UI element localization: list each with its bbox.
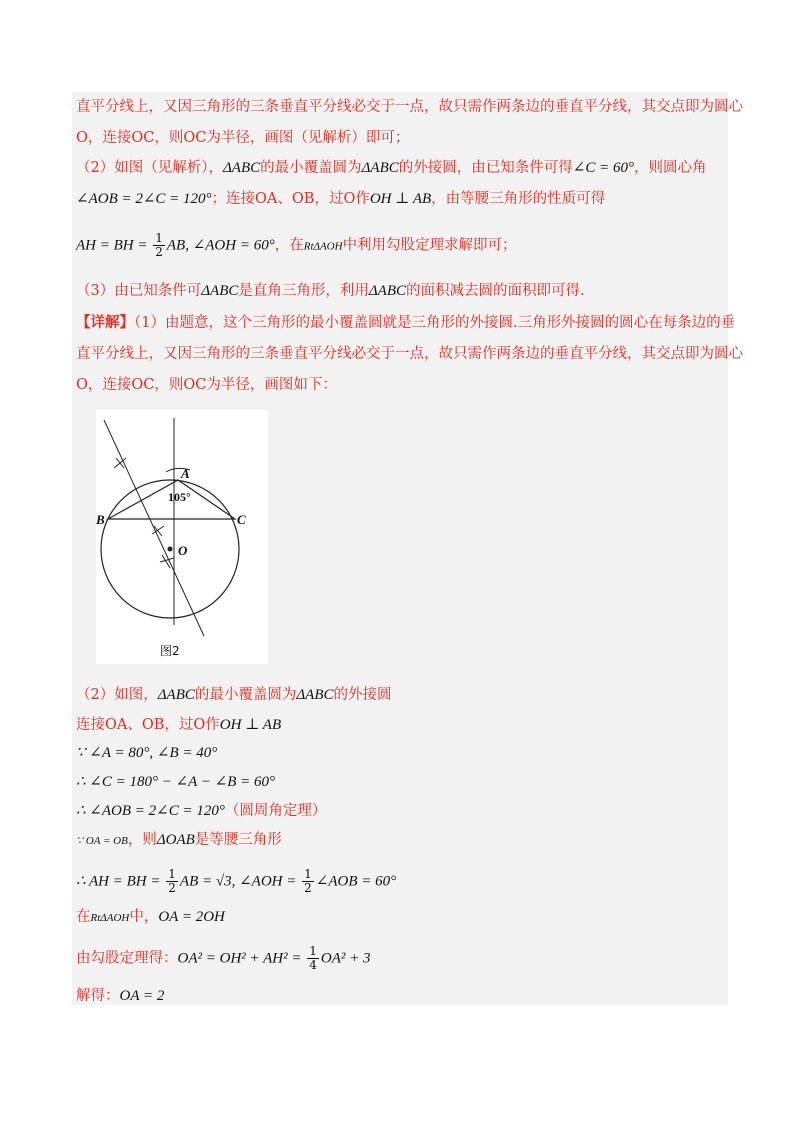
figure-caption: 图2 — [160, 644, 180, 658]
text-line-3: （2）如图（见解析），ΔABC的最小覆盖圆为ΔABC的外接圆，由已知条件可得∠C = 60°，则圆心角 — [76, 160, 707, 176]
label-b: B — [96, 512, 105, 527]
label-o: O — [178, 543, 188, 558]
text-line-7: 【详解】（1）由题意，这个三角形的最小覆盖圆就是三角形的外接圆.三角形外接圆的圆心在每条边的垂 — [76, 314, 736, 331]
text-line-8: 直平分线上，又因三角形的三条垂直平分线必交于一点，故只需作两条边的垂直平分线，其交点即为圆心 — [76, 346, 743, 362]
solution-line-7: ∴ AH = BH = $\frac{1}{2}$ AB = √3, ∠AOH = $\frac{1}{2}$ ∠AOB = 60° — [76, 867, 397, 895]
solution-line-1: （2）如图，ΔABC的最小覆盖圆为ΔABC的外接圆 — [76, 687, 392, 703]
text-line-1: 直平分线上，又因三角形的三条垂直平分线必交于一点，故只需作两条边的垂直平分线，其交点即为圆心 — [76, 99, 743, 115]
angle-label: 105° — [168, 490, 191, 504]
label-a: A — [181, 466, 190, 481]
label-c: C — [237, 512, 246, 527]
solution-line-2: 连接OA、OB，过O作OH ⊥ AB — [76, 717, 282, 733]
text-line-9: O，连接OC，则OC为半径，画图如下： — [76, 377, 337, 393]
circle-construction-diagram — [96, 410, 268, 664]
solution-line-4: ∴ ∠C = 180° − ∠A − ∠B = 60° — [76, 774, 276, 790]
center-point-o — [168, 547, 173, 552]
solution-line-6: ∵ OA = OB，则ΔOAB是等腰三角形 — [76, 832, 282, 848]
text-line-6: （3）由已知条件可ΔABC是直角三角形，利用ΔABC的面积减去圆的面积即可得. — [76, 283, 585, 299]
solution-line-10: 解得：OA = 2 — [76, 988, 165, 1004]
solution-line-3: ∵ ∠A = 80°, ∠B = 40° — [76, 745, 218, 761]
solution-line-8: 在RtΔAOH中，OA = 2OH — [76, 909, 225, 925]
geometry-figure — [96, 410, 268, 664]
solution-line-9: 由勾股定理得：OA² = OH² + AH² = $\frac{1}{4}$ OA² + 3 — [76, 944, 371, 972]
text-line-2: O，连接OC，则OC为半径，画图（见解析）即可； — [76, 130, 410, 146]
solution-line-5: ∴ ∠AOB = 2∠C = 120°（圆周角定理） — [76, 803, 327, 819]
perpendicular-bisector-ab — [104, 420, 204, 636]
text-line-4: ∠AOB = 2∠C = 120°；连接OA、OB，过O作OH ⊥ AB，由等腰三角形的性质可得 — [76, 191, 606, 207]
text-line-5: AH = BH = $\frac{1}{2}$ AB, ∠AOH = 60°，在RtΔAOH中利用勾股定理求解即可； — [76, 231, 517, 259]
